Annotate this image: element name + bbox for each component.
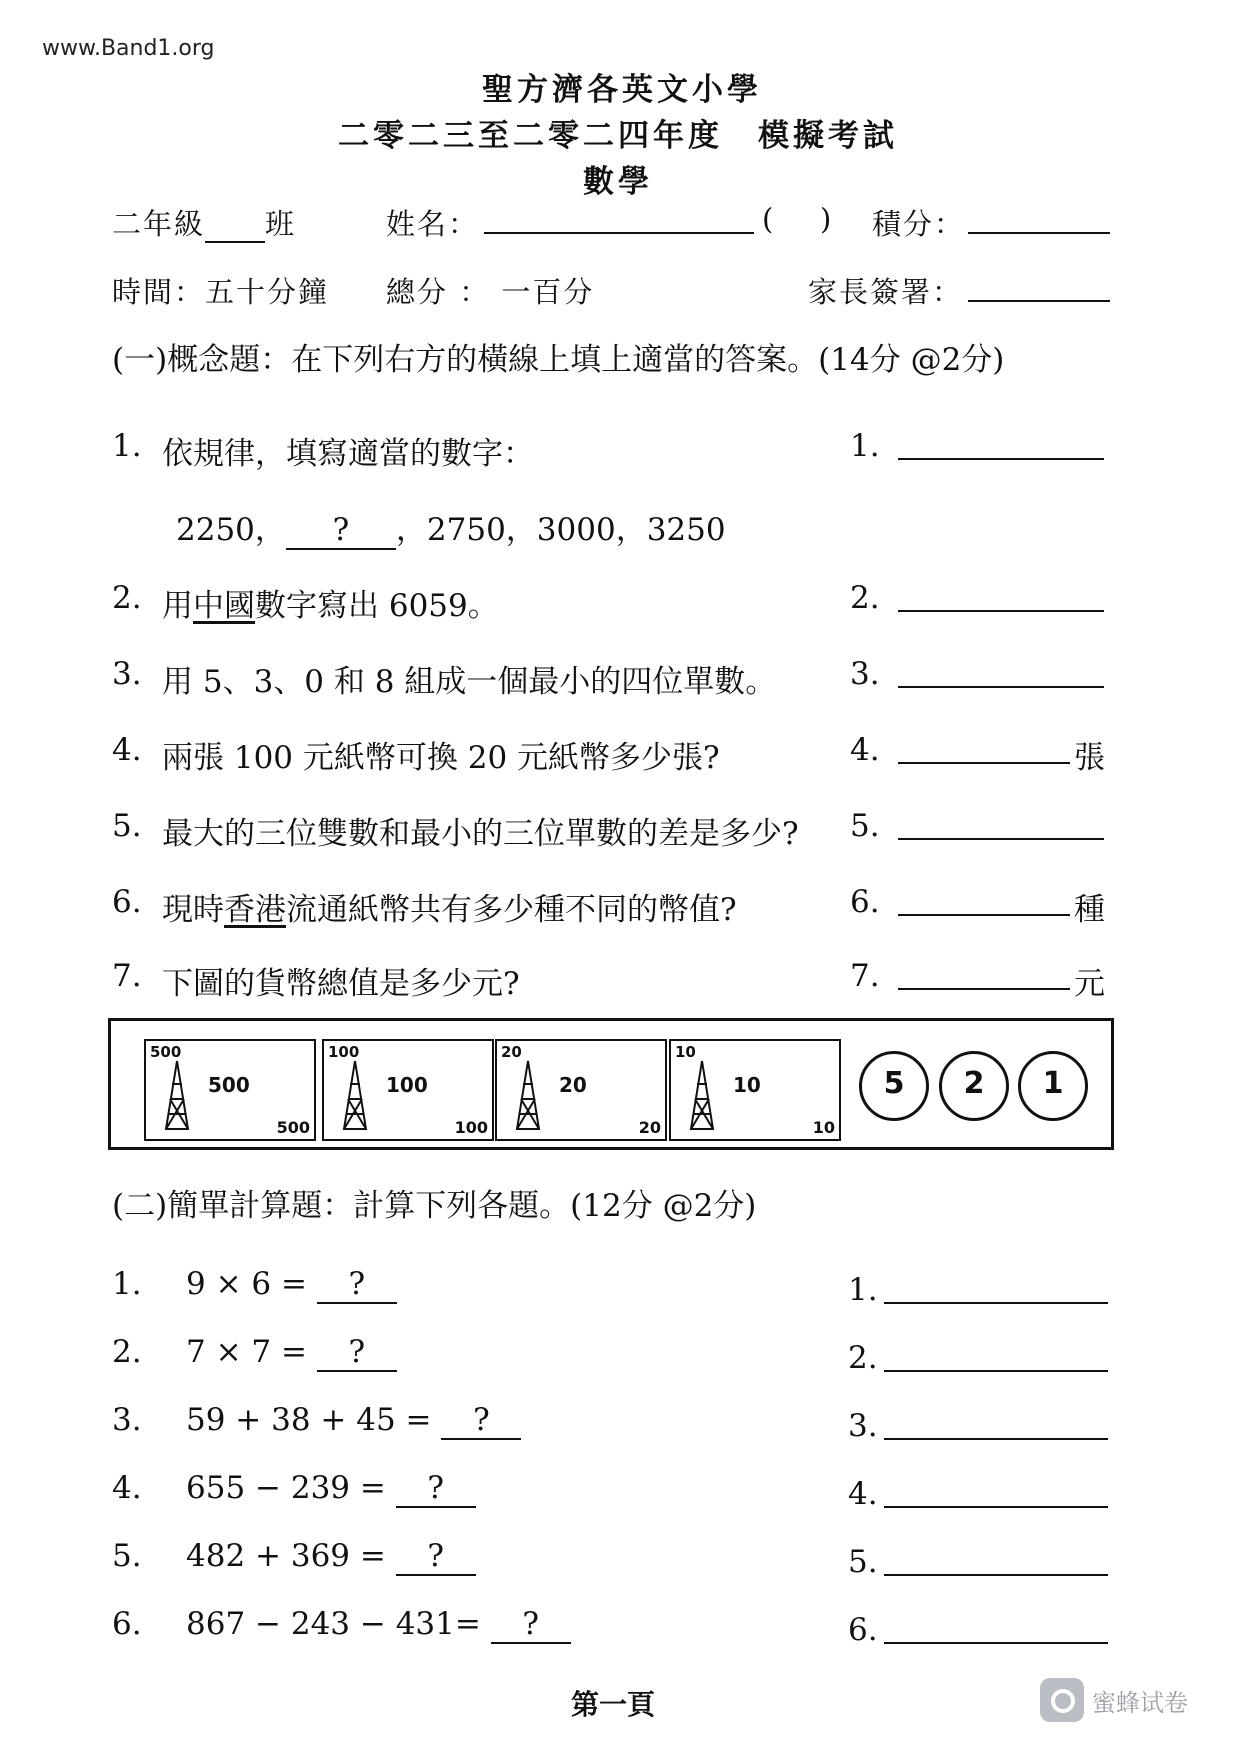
banknote-10-bottom-value: 10 <box>812 1118 835 1137</box>
bank-tower-icon <box>340 1059 370 1131</box>
calc1-answer-number: 1. <box>848 1272 878 1308</box>
parent-signature-label: 家長簽署： <box>808 275 964 309</box>
total-label: 總分 ： 一百分 <box>386 275 595 309</box>
banknote-20-center-value: 20 <box>559 1073 587 1097</box>
calc1-answer-line[interactable] <box>884 1302 1108 1304</box>
banknote-20-bottom-value: 20 <box>638 1118 661 1137</box>
money-picture <box>108 1018 1114 1150</box>
coin-1 <box>1018 1051 1088 1121</box>
calc2-expression <box>186 1334 397 1372</box>
calc6-blank: ? <box>491 1606 571 1644</box>
calc6-answer-line[interactable] <box>884 1642 1108 1644</box>
banknote-100-bottom-value: 100 <box>454 1118 488 1137</box>
calc6-answer-number: 6. <box>848 1612 878 1648</box>
banknote-500 <box>144 1039 316 1141</box>
q6-unit: 種 <box>1074 892 1105 928</box>
q1-sequence <box>176 504 726 550</box>
coin-2 <box>939 1051 1009 1121</box>
q3-answer-line[interactable] <box>898 686 1104 688</box>
q1-seq-blank: ? <box>286 512 396 550</box>
calc6-expression <box>186 1606 571 1644</box>
parent-signature-field[interactable] <box>968 300 1110 302</box>
name-label: 姓名： <box>386 207 480 241</box>
score-label: 積分： <box>872 207 966 241</box>
q6-text-underlined: 香港 <box>224 892 286 928</box>
q1-answer-line[interactable] <box>898 458 1104 460</box>
calc5-answer-line[interactable] <box>884 1574 1108 1576</box>
q1-answer-number: 1. <box>850 428 880 464</box>
bank-tower-icon <box>687 1059 717 1131</box>
banknote-20-corner-value: 20 <box>501 1043 522 1061</box>
banknote-100 <box>322 1039 494 1141</box>
q1-seq-start: 2250， <box>176 512 286 548</box>
q5-number: 5. <box>112 808 142 844</box>
calc5-expression <box>186 1538 476 1576</box>
q7-answer-number: 7. <box>850 958 880 994</box>
calc4-number: 4. <box>112 1470 142 1506</box>
site-url: www.Band1.org <box>42 36 215 61</box>
banknote-10 <box>669 1039 841 1141</box>
calc5-expr-text: 482 + 369 = <box>186 1538 386 1574</box>
q5-text: 最大的三位雙數和最小的三位單數的差是多少? <box>162 816 799 852</box>
banknote-20 <box>495 1039 667 1141</box>
calc2-expr-text: 7 × 7 = <box>186 1334 307 1370</box>
q4-text: 兩張 100 元紙幣可換 20 元紙幣多少張? <box>162 740 720 776</box>
q2-text-pre: 用 <box>162 588 193 624</box>
calc2-number: 2. <box>112 1334 142 1370</box>
q4-number: 4. <box>112 732 142 768</box>
coin-2-value: 2 <box>963 1066 985 1101</box>
bank-tower-icon <box>162 1059 192 1131</box>
banknote-10-center-value: 10 <box>733 1073 761 1097</box>
q2-answer-number: 2. <box>850 580 880 616</box>
subject-title: 數學 <box>583 164 653 200</box>
q7-text: 下圖的貨幣總值是多少元? <box>162 966 520 1002</box>
exam-title: 模擬考試 <box>758 118 898 154</box>
calc4-expr-text: 655 − 239 = <box>186 1470 386 1506</box>
section2-heading: (二)簡單計算題：計算下列各題。(12分 @2分) <box>112 1188 757 1224</box>
q6-text-post: 流通紙幣共有多少種不同的幣值? <box>286 892 737 928</box>
q4-answer-number: 4. <box>850 732 880 768</box>
calc4-expression <box>186 1470 476 1508</box>
calc3-answer-number: 3. <box>848 1408 878 1444</box>
q2-text <box>162 580 499 625</box>
calc6-number: 6. <box>112 1606 142 1642</box>
q2-text-post: 數字寫出 6059。 <box>255 588 499 624</box>
q1-text: 依規律，填寫適當的數字： <box>162 436 534 472</box>
q2-answer-line[interactable] <box>898 610 1104 612</box>
q6-number: 6. <box>112 884 142 920</box>
calc4-answer-number: 4. <box>848 1476 878 1512</box>
q5-answer-number: 5. <box>850 808 880 844</box>
calc5-number: 5. <box>112 1538 142 1574</box>
coin-5-value: 5 <box>883 1066 905 1101</box>
calc1-blank: ? <box>317 1266 397 1304</box>
page-number: 第一頁 <box>571 1688 656 1721</box>
class-field <box>112 202 296 243</box>
class-suffix: 班 <box>265 207 297 241</box>
watermark <box>1040 1678 1188 1722</box>
banknote-100-corner-value: 100 <box>328 1043 360 1061</box>
q3-answer-number: 3. <box>850 656 880 692</box>
calc5-blank: ? <box>396 1538 476 1576</box>
calc6-expr-text: 867 − 243 − 431= <box>186 1606 481 1642</box>
q7-number: 7. <box>112 958 142 994</box>
banknote-500-bottom-value: 500 <box>276 1118 310 1137</box>
q2-number: 2. <box>112 580 142 616</box>
calc5-answer-number: 5. <box>848 1544 878 1580</box>
banknote-10-corner-value: 10 <box>675 1043 696 1061</box>
banknote-500-center-value: 500 <box>208 1073 250 1097</box>
calc4-blank: ? <box>396 1470 476 1508</box>
school-name: 聖方濟各英文小學 <box>482 72 762 108</box>
calc1-expr-text: 9 × 6 = <box>186 1266 307 1302</box>
banknote-100-center-value: 100 <box>386 1073 428 1097</box>
q3-text: 用 5、3、0 和 8 組成一個最小的四位單數。 <box>162 664 777 700</box>
q4-unit: 張 <box>1074 740 1105 776</box>
calc3-expression <box>186 1402 521 1440</box>
score-field[interactable] <box>968 232 1110 234</box>
q2-text-underlined: 中國 <box>193 588 255 624</box>
calc2-answer-line[interactable] <box>884 1370 1108 1372</box>
coin-1-value: 1 <box>1042 1066 1064 1101</box>
section1-heading: (一)概念題：在下列右方的橫線上填上適當的答案。(14分 @2分) <box>112 342 1005 378</box>
q7-unit: 元 <box>1074 966 1105 1002</box>
calc1-number: 1. <box>112 1266 142 1302</box>
calc2-answer-number: 2. <box>848 1340 878 1376</box>
watermark-text: 蜜蜂试卷 <box>1092 1688 1188 1717</box>
calc1-expression <box>186 1266 397 1304</box>
time-label: 時間：五十分鐘 <box>112 275 330 309</box>
q4-answer-line[interactable] <box>898 762 1070 764</box>
calc3-number: 3. <box>112 1402 142 1438</box>
paren-close: ) <box>820 202 834 236</box>
school-year: 二零二三至二零二四年度 <box>338 118 723 154</box>
q1-number: 1. <box>112 428 142 464</box>
q6-text-pre: 現時 <box>162 892 224 928</box>
q6-answer-number: 6. <box>850 884 880 920</box>
q3-number: 3. <box>112 656 142 692</box>
class-blank[interactable] <box>205 211 265 243</box>
calc2-blank: ? <box>317 1334 397 1372</box>
q5-answer-line[interactable] <box>898 838 1104 840</box>
name-field[interactable] <box>484 232 754 234</box>
banknote-500-corner-value: 500 <box>150 1043 182 1061</box>
paren-open: ( <box>762 202 776 236</box>
calc3-expr-text: 59 + 38 + 45 = <box>186 1402 432 1438</box>
q1-seq-end: ，2750，3000，3250 <box>395 512 726 548</box>
bank-tower-icon <box>513 1059 543 1131</box>
q6-answer-line[interactable] <box>898 914 1070 916</box>
q6-text <box>162 884 737 929</box>
calc3-blank: ? <box>441 1402 521 1440</box>
calc4-answer-line[interactable] <box>884 1506 1108 1508</box>
coin-5 <box>859 1051 929 1121</box>
q7-answer-line[interactable] <box>898 988 1070 990</box>
watermark-logo-icon <box>1040 1678 1084 1722</box>
class-label: 二年級 <box>112 207 206 241</box>
calc3-answer-line[interactable] <box>884 1438 1108 1440</box>
